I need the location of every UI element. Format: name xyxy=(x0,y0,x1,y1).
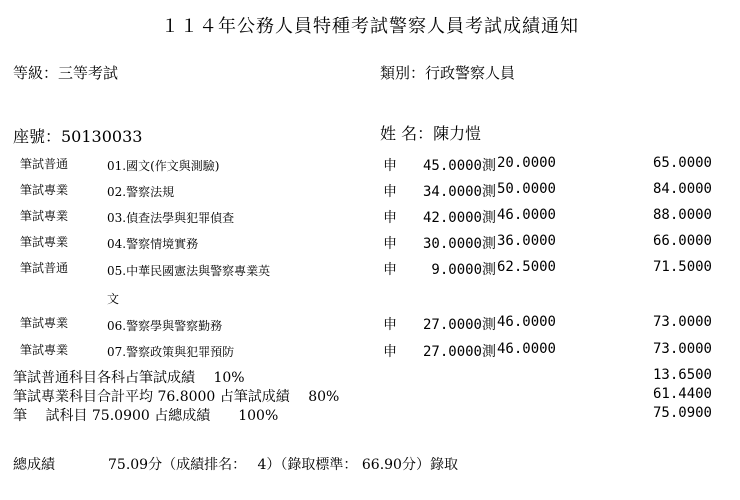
summary-label: 筆試普通科目各科占筆試成績 10% xyxy=(13,370,245,386)
subject-total: 73.0000 xyxy=(652,341,712,357)
summary-value: 61.4400 xyxy=(652,386,712,402)
subject-mark: 申 xyxy=(383,344,397,360)
summary-label: 筆 試科目 75.0900 占總成績 100% xyxy=(13,408,279,424)
subject-score-a: 42.0000測 xyxy=(422,210,496,226)
subject-mark: 申 xyxy=(383,236,397,252)
subject-type: 筆試專業 xyxy=(20,316,69,330)
subject-mark: 申 xyxy=(383,158,397,174)
subject-score-a: 27.0000測 xyxy=(422,317,496,333)
subject-score-b: 46.0000 xyxy=(496,341,556,357)
subject-total: 84.0000 xyxy=(652,181,712,197)
exam-category: 類別：行政警察人員 xyxy=(380,64,516,82)
subject-name: 01.國文(作文與測驗) xyxy=(107,159,220,173)
summary-label: 筆試專業科目合計平均 76.8000 占筆試成績 80% xyxy=(13,389,340,405)
subject-name: 07.警察政策與犯罪預防 xyxy=(107,345,235,359)
subject-mark: 申 xyxy=(383,317,397,333)
subject-total: 65.0000 xyxy=(652,155,712,171)
summary-value: 75.0900 xyxy=(652,405,712,421)
subject-score-b: 36.0000 xyxy=(496,233,556,249)
exam-grade: 等級：三等考試 xyxy=(13,64,119,82)
subject-type: 筆試專業 xyxy=(20,343,69,357)
candidate-name: 姓 名：陳力愷 xyxy=(380,124,482,143)
subject-total: 73.0000 xyxy=(652,314,712,330)
subject-score-a: 30.0000測 xyxy=(422,236,496,252)
subject-type: 筆試普通 xyxy=(20,261,69,275)
subject-score-a: 45.0000測 xyxy=(422,158,496,174)
seat-number: 座號：50130033 xyxy=(13,127,143,146)
subject-type: 筆試專業 xyxy=(20,209,69,223)
subject-mark: 申 xyxy=(383,262,397,278)
subject-score-b: 46.0000 xyxy=(496,314,556,330)
final-score-label: 總成績 xyxy=(13,457,55,473)
notice-title: １１４年公務人員特種考試警察人員考試成績通知 xyxy=(161,16,579,37)
subject-mark: 申 xyxy=(383,184,397,200)
subject-name: 03.偵查法學與犯罪偵查 xyxy=(107,211,235,225)
subject-total: 71.5000 xyxy=(652,259,712,275)
subject-name: 04.警察情境實務 xyxy=(107,237,199,251)
subject-score-b: 62.5000 xyxy=(496,259,556,275)
final-score-text: 75.09分（成績排名： 4）（錄取標準： 66.90分）錄取 xyxy=(108,457,458,473)
subject-type: 筆試專業 xyxy=(20,183,69,197)
subject-score-b: 50.0000 xyxy=(496,181,556,197)
summary-value: 13.6500 xyxy=(652,367,712,383)
subject-score-a: 9.0000測 xyxy=(431,262,496,278)
subject-total: 66.0000 xyxy=(652,233,712,249)
subject-total: 88.0000 xyxy=(652,207,712,223)
subject-score-a: 27.0000測 xyxy=(422,344,496,360)
subject-type: 筆試專業 xyxy=(20,235,69,249)
subject-name: 06.警察學與警察勤務 xyxy=(107,319,223,333)
subject-mark: 申 xyxy=(383,210,397,226)
subject-score-b: 20.0000 xyxy=(496,155,556,171)
subject-name: 02.警察法規 xyxy=(107,185,175,199)
subject-type: 筆試普通 xyxy=(20,157,69,171)
subject-score-b: 46.0000 xyxy=(496,207,556,223)
subject-score-a: 34.0000測 xyxy=(422,184,496,200)
subject-name-continued: 文 xyxy=(107,292,120,306)
subject-name: 05.中華民國憲法與警察專業英 xyxy=(107,264,271,278)
